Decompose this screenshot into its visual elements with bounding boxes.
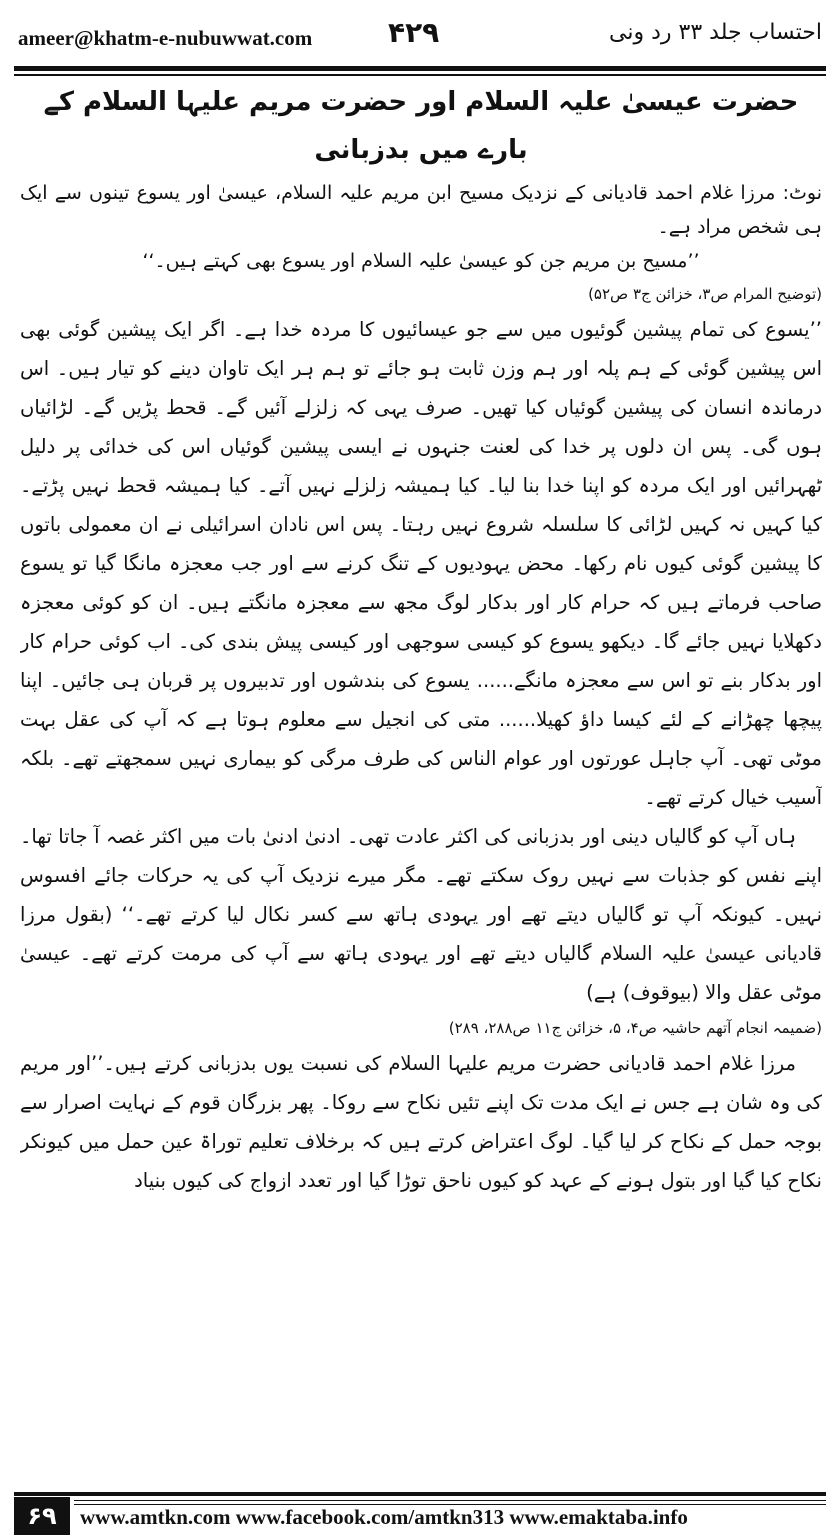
footer-line-top: [74, 1500, 826, 1501]
footer-page-number: ۶۹: [14, 1497, 70, 1535]
short-quote: ’’مسیح بن مریم جن کو عیسیٰ علیہ السلام اور یسوع بھی کہتے ہیں۔‘‘: [142, 250, 700, 272]
quote-paragraph-2: ہاں آپ کو گالیاں دینی اور بدزبانی کی اکثر عادت تھی۔ ادنیٰ ادنیٰ بات میں اکثر غصہ آ جاتا تھا۔ اپنے نفس کو جذبات سے نہیں روک سکتے تھے۔ مگر میرے نزدیک آپ کی یہ حرکات جائے افسوس نہیں۔ کیونکہ آپ تو گالیاں دیتے تھے اور یہودی ہاتھ سے کسر نکال لیا کرتے تھے۔‘‘ (بقول مرزا قادیانی عیسیٰ علیہ السلام گالیاں دیتے تھے اور یہودی ہاتھ سے آپ کی مرمت کرتے تھے۔ عیسیٰ موٹی عقل والا (بیوقوف) ہے): [20, 825, 822, 1004]
quote-paragraph-3: مرزا غلام احمد قادیانی حضرت مریم علیہا السلام کی نسبت یوں بدزبانی کرتے ہیں۔’’اور مریم کی وہ شان ہے جس نے ایک مدت تک اپنے تئیں نکاح سے روکا۔ پھر بزرگان قوم کے نہایت اصرار سے بوجہ حمل کے نکاح کر لیا گیا۔ لوگ اعتراض کرتے ہیں کہ برخلاف تعلیم توراۃ عین حمل میں کیونکر نکاح کیا گیا اور بتول ہونے کے عہد کو کیوں ناحق توڑا گیا اور تعدد ازواج کی کیوں بنیاد: [20, 1052, 822, 1192]
note-paragraph: نوٹ: مرزا غلام احمد قادیانی کے نزدیک مسیح ابن مریم علیہ السلام، عیسیٰ اور یسوع تینوں سے ایک ہی شخص مراد ہے۔: [20, 182, 822, 238]
quote-paragraph-1: ’’یسوع کی تمام پیشین گوئیوں میں سے جو عیسائیوں کا مردہ خدا ہے۔ اگر ایک پیشین گوئی بھی اس پیشین گوئی کے ہم پلہ اور ہم وزن ثابت ہو جائے تو ہم ہر ایک تاوان دینے کو تیار ہیں۔ اس درماندہ انسان کی پیشین گوئیاں کیا تھیں۔ صرف یہی کہ زلزلے آئیں گے۔ قحط پڑیں گے۔ لڑائیاں ہوں گی۔ پس ان دلوں پر خدا کی لعنت جنہوں نے ایسی پیشین گوئیاں اس کی خدائی پر دلیل ٹھہرائیں اور ایک مردہ کو اپنا خدا بنا لیا۔ کیا ہمیشہ زلزلے نہیں آتے۔ کیا ہمیشہ قحط نہیں پڑتے۔ کیا کہیں نہ کہیں لڑائی کا سلسلہ شروع نہیں رہتا۔ پس اس نادان اسرائیلی نے ان معمولی باتوں کا پیشین گوئی کیوں نام رکھا۔ محض یہودیوں کے تنگ کرنے سے اور جب معجزہ مانگا گیا تو یسوع صاحب فرماتے ہیں کہ حرام کار اور بدکار لوگ مجھ سے معجزہ مانگتے ہیں۔ ان کو کوئی معجزہ دکھلایا نہیں جائے گا۔ دیکھو یسوع کو کیسی سوجھی اور کیسی پیش بندی کی۔ اب کوئی حرام کار اور بدکار بنے تو اس سے معجزہ مانگے...... یسوع کی بندشوں اور تدبیروں پر قربان ہی جائیں۔ اپنا پیچھا چھڑانے کے لئے کیسا داؤ کھیلا...... متی کی انجیل سے معلوم ہوتا ہے کہ آپ کی عقل بہت موٹی تھی۔ آپ جاہل عورتوں اور عوام الناس کی طرف مرگی کو بیماری نہیں سمجھتے تھے۔ بلکہ آسیب خیال کرتے تھے۔: [20, 318, 822, 809]
header-rule-thick: [14, 66, 826, 71]
page-content: [20, 78, 822, 1478]
footer-links[interactable]: www.amtkn.com www.facebook.com/amtkn313 www.emaktaba.info: [80, 1505, 688, 1529]
header-book-title: احتساب جلد ۳۳ رد ونی: [609, 20, 822, 45]
header-rule-thin: [14, 74, 826, 76]
page-title: حضرت عیسیٰ علیہ السلام اور حضرت مریم علیہا السلام کے بارے میں بدزبانی: [43, 87, 799, 165]
header-email[interactable]: ameer@khatm-e-nubuwwat.com: [18, 26, 313, 50]
header-page-number: ۴۲۹: [388, 16, 440, 49]
reference-1: (توضیح المرام ص۳، خزائن ج۳ ص۵۲): [588, 285, 822, 303]
reference-2: (ضمیمہ انجام آتھم حاشیہ ص۴، ۵، خزائن ج۱۱ ص۲۸۸، ۲۸۹): [448, 1019, 822, 1037]
footer-rule: [14, 1492, 826, 1496]
